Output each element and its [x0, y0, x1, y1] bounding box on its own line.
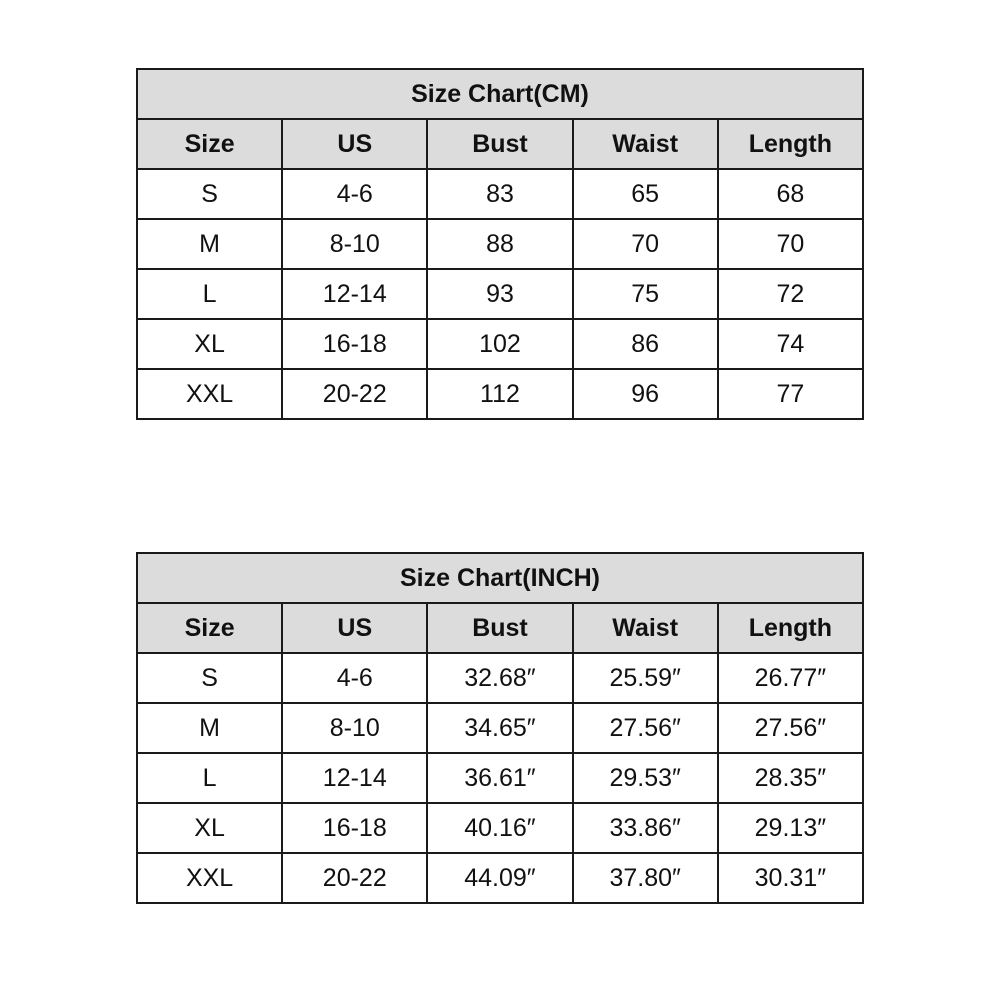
table-cell: 65	[573, 169, 718, 219]
table-row	[137, 853, 863, 903]
table-cell: XXL	[137, 369, 282, 419]
table-cell: 28.35″	[718, 753, 863, 803]
table-title-row	[137, 553, 863, 603]
table-cell: M	[137, 703, 282, 753]
table-cell: 8-10	[282, 703, 427, 753]
table-row	[137, 369, 863, 419]
table-cell: L	[137, 269, 282, 319]
table-row	[137, 653, 863, 703]
table-title: Size Chart(CM)	[137, 69, 863, 119]
table-cell: 70	[573, 219, 718, 269]
column-header-us: US	[282, 119, 427, 169]
column-header-us: US	[282, 603, 427, 653]
table-cell: 88	[427, 219, 572, 269]
table-cell: 93	[427, 269, 572, 319]
column-header-waist: Waist	[573, 119, 718, 169]
table-row	[137, 219, 863, 269]
table-header-row	[137, 119, 863, 169]
size-chart-inch-table	[136, 552, 864, 904]
table-cell: 44.09″	[427, 853, 572, 903]
table-cell: M	[137, 219, 282, 269]
table-cell: 20-22	[282, 369, 427, 419]
table-cell: 77	[718, 369, 863, 419]
column-header-bust: Bust	[427, 603, 572, 653]
size-chart-cm-table	[136, 68, 864, 420]
table-cell: 83	[427, 169, 572, 219]
table-cell: 96	[573, 369, 718, 419]
column-header-waist: Waist	[573, 603, 718, 653]
table-cell: 36.61″	[427, 753, 572, 803]
table-header-row	[137, 603, 863, 653]
table-cell: 4-6	[282, 653, 427, 703]
table-cell: 25.59″	[573, 653, 718, 703]
table-row	[137, 169, 863, 219]
table-cell: S	[137, 653, 282, 703]
table-cell: 26.77″	[718, 653, 863, 703]
column-header-bust: Bust	[427, 119, 572, 169]
table-row	[137, 703, 863, 753]
table-cell: 4-6	[282, 169, 427, 219]
table-cell: 8-10	[282, 219, 427, 269]
column-header-size: Size	[137, 119, 282, 169]
table-cell: S	[137, 169, 282, 219]
table-cell: 102	[427, 319, 572, 369]
column-header-length: Length	[718, 119, 863, 169]
table-cell: 20-22	[282, 853, 427, 903]
table-title-row	[137, 69, 863, 119]
table-cell: 37.80″	[573, 853, 718, 903]
table-cell: 32.68″	[427, 653, 572, 703]
table-cell: 12-14	[282, 269, 427, 319]
table-cell: 75	[573, 269, 718, 319]
table-cell: 16-18	[282, 319, 427, 369]
table-row	[137, 269, 863, 319]
table-cell: 34.65″	[427, 703, 572, 753]
table-cell: 74	[718, 319, 863, 369]
table-cell: 72	[718, 269, 863, 319]
column-header-size: Size	[137, 603, 282, 653]
table-cell: 27.56″	[573, 703, 718, 753]
table-cell: 30.31″	[718, 853, 863, 903]
table-cell: L	[137, 753, 282, 803]
table-cell: 33.86″	[573, 803, 718, 853]
table-cell: 40.16″	[427, 803, 572, 853]
table-row	[137, 803, 863, 853]
table-cell: 86	[573, 319, 718, 369]
table-cell: 27.56″	[718, 703, 863, 753]
table-cell: 16-18	[282, 803, 427, 853]
table-row	[137, 753, 863, 803]
table-cell: XL	[137, 319, 282, 369]
table-cell: 29.13″	[718, 803, 863, 853]
table-cell: XXL	[137, 853, 282, 903]
table-cell: 12-14	[282, 753, 427, 803]
column-header-length: Length	[718, 603, 863, 653]
table-cell: XL	[137, 803, 282, 853]
table-cell: 68	[718, 169, 863, 219]
table-title: Size Chart(INCH)	[137, 553, 863, 603]
table-cell: 70	[718, 219, 863, 269]
table-cell: 29.53″	[573, 753, 718, 803]
table-row	[137, 319, 863, 369]
table-cell: 112	[427, 369, 572, 419]
